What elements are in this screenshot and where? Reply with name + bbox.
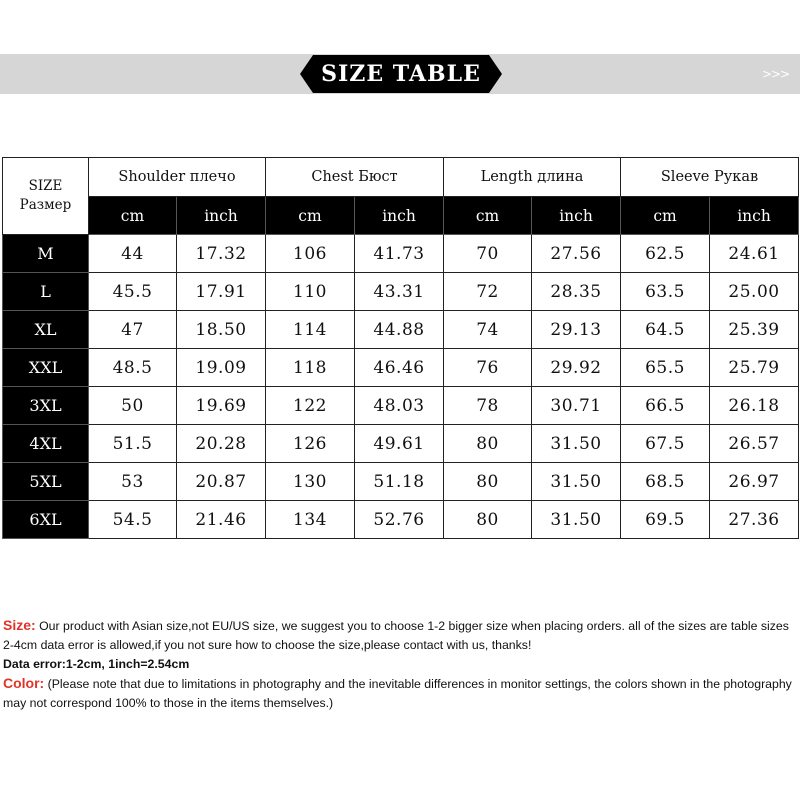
cm-value-cell: 62.5 <box>621 235 710 273</box>
inch-value-cell: 25.79 <box>710 349 799 387</box>
cm-value-cell: 69.5 <box>621 501 710 539</box>
shoulder-header: Shoulder плечо <box>89 158 266 197</box>
cm-value-cell: 53 <box>89 463 177 501</box>
unit-header-row <box>3 197 799 235</box>
size-note-text: Our product with Asian size,not EU/US size, we suggest you to choose 1-2 bigger size when placing orders. all of the sizes are table sizes 2-4cm data error is allowed,if you not sure how to choose the size,please contact with us, thanks! <box>3 619 789 652</box>
cm-value-cell: 78 <box>444 387 532 425</box>
inch-value-cell: 30.71 <box>532 387 621 425</box>
cm-value-cell: 45.5 <box>89 273 177 311</box>
inch-value-cell: 21.46 <box>177 501 266 539</box>
unit-header-inch: inch <box>532 197 621 235</box>
cm-value-cell: 47 <box>89 311 177 349</box>
unit-header-cm: cm <box>621 197 710 235</box>
size-label-cell: 4XL <box>3 425 89 463</box>
cm-value-cell: 80 <box>444 463 532 501</box>
inch-value-cell: 27.56 <box>532 235 621 273</box>
inch-value-cell: 26.97 <box>710 463 799 501</box>
cm-value-cell: 68.5 <box>621 463 710 501</box>
size-label-cell: XXL <box>3 349 89 387</box>
inch-value-cell: 31.50 <box>532 501 621 539</box>
inch-value-cell: 26.18 <box>710 387 799 425</box>
size-header-ru: Размер <box>19 197 72 213</box>
unit-header-cm: cm <box>444 197 532 235</box>
inch-value-cell: 24.61 <box>710 235 799 273</box>
cm-value-cell: 80 <box>444 425 532 463</box>
chest-header: Chest Бюст <box>266 158 444 197</box>
cm-value-cell: 65.5 <box>621 349 710 387</box>
cm-value-cell: 118 <box>266 349 355 387</box>
sleeve-header: Sleeve Рукав <box>621 158 799 197</box>
inch-value-cell: 19.09 <box>177 349 266 387</box>
cm-value-cell: 80 <box>444 501 532 539</box>
inch-value-cell: 46.46 <box>355 349 444 387</box>
color-note-text: (Please note that due to limitations in photography and the inevitable differences in monitor settings, the colors shown in the photography may not correspond 100% to those in the items themselves.) <box>3 677 792 710</box>
size-label-cell: 5XL <box>3 463 89 501</box>
table-row <box>3 387 799 425</box>
cm-value-cell: 74 <box>444 311 532 349</box>
inch-value-cell: 52.76 <box>355 501 444 539</box>
cm-value-cell: 114 <box>266 311 355 349</box>
inch-value-cell: 43.31 <box>355 273 444 311</box>
table-row <box>3 463 799 501</box>
size-label-cell: M <box>3 235 89 273</box>
inch-value-cell: 44.88 <box>355 311 444 349</box>
unit-header-inch: inch <box>710 197 799 235</box>
size-column-header <box>3 158 89 235</box>
size-notes <box>3 616 800 713</box>
size-label-cell: 3XL <box>3 387 89 425</box>
size-note-label: Size: <box>3 617 36 633</box>
table-row <box>3 349 799 387</box>
size-note <box>3 616 800 655</box>
cm-value-cell: 66.5 <box>621 387 710 425</box>
table-row <box>3 425 799 463</box>
inch-value-cell: 26.57 <box>710 425 799 463</box>
cm-value-cell: 110 <box>266 273 355 311</box>
size-label-cell: L <box>3 273 89 311</box>
inch-value-cell: 31.50 <box>532 463 621 501</box>
inch-value-cell: 25.39 <box>710 311 799 349</box>
table-row <box>3 273 799 311</box>
inch-value-cell: 31.50 <box>532 425 621 463</box>
inch-value-cell: 20.87 <box>177 463 266 501</box>
unit-header-inch: inch <box>355 197 444 235</box>
page-title: SIZE TABLE <box>321 61 481 87</box>
table-row <box>3 235 799 273</box>
banner-arrows-icon: >>> <box>762 67 790 81</box>
inch-value-cell: 29.13 <box>532 311 621 349</box>
inch-value-cell: 19.69 <box>177 387 266 425</box>
cm-value-cell: 63.5 <box>621 273 710 311</box>
inch-value-cell: 17.32 <box>177 235 266 273</box>
inch-value-cell: 28.35 <box>532 273 621 311</box>
size-table-body <box>3 235 799 539</box>
inch-value-cell: 48.03 <box>355 387 444 425</box>
cm-value-cell: 51.5 <box>89 425 177 463</box>
inch-value-cell: 29.92 <box>532 349 621 387</box>
inch-value-cell: 17.91 <box>177 273 266 311</box>
cm-value-cell: 134 <box>266 501 355 539</box>
unit-header-cm: cm <box>266 197 355 235</box>
color-note <box>3 674 800 713</box>
inch-value-cell: 49.61 <box>355 425 444 463</box>
inch-value-cell: 51.18 <box>355 463 444 501</box>
size-header-en: SIZE <box>28 178 63 194</box>
cm-value-cell: 50 <box>89 387 177 425</box>
inch-value-cell: 20.28 <box>177 425 266 463</box>
cm-value-cell: 130 <box>266 463 355 501</box>
cm-value-cell: 54.5 <box>89 501 177 539</box>
cm-value-cell: 122 <box>266 387 355 425</box>
unit-header-inch: inch <box>177 197 266 235</box>
cm-value-cell: 67.5 <box>621 425 710 463</box>
data-error-note: Data error:1-2cm, 1inch=2.54cm <box>3 657 190 671</box>
cm-value-cell: 72 <box>444 273 532 311</box>
unit-header-cm: cm <box>89 197 177 235</box>
cm-value-cell: 70 <box>444 235 532 273</box>
size-label-cell: XL <box>3 311 89 349</box>
inch-value-cell: 25.00 <box>710 273 799 311</box>
table-row <box>3 311 799 349</box>
cm-value-cell: 106 <box>266 235 355 273</box>
table-row <box>3 501 799 539</box>
cm-value-cell: 126 <box>266 425 355 463</box>
group-header-row <box>3 158 799 197</box>
size-label-cell: 6XL <box>3 501 89 539</box>
size-table <box>2 157 799 539</box>
color-note-label: Color: <box>3 675 45 691</box>
inch-value-cell: 18.50 <box>177 311 266 349</box>
cm-value-cell: 44 <box>89 235 177 273</box>
inch-value-cell: 27.36 <box>710 501 799 539</box>
cm-value-cell: 48.5 <box>89 349 177 387</box>
inch-value-cell: 41.73 <box>355 235 444 273</box>
cm-value-cell: 76 <box>444 349 532 387</box>
length-header: Length длина <box>444 158 621 197</box>
cm-value-cell: 64.5 <box>621 311 710 349</box>
